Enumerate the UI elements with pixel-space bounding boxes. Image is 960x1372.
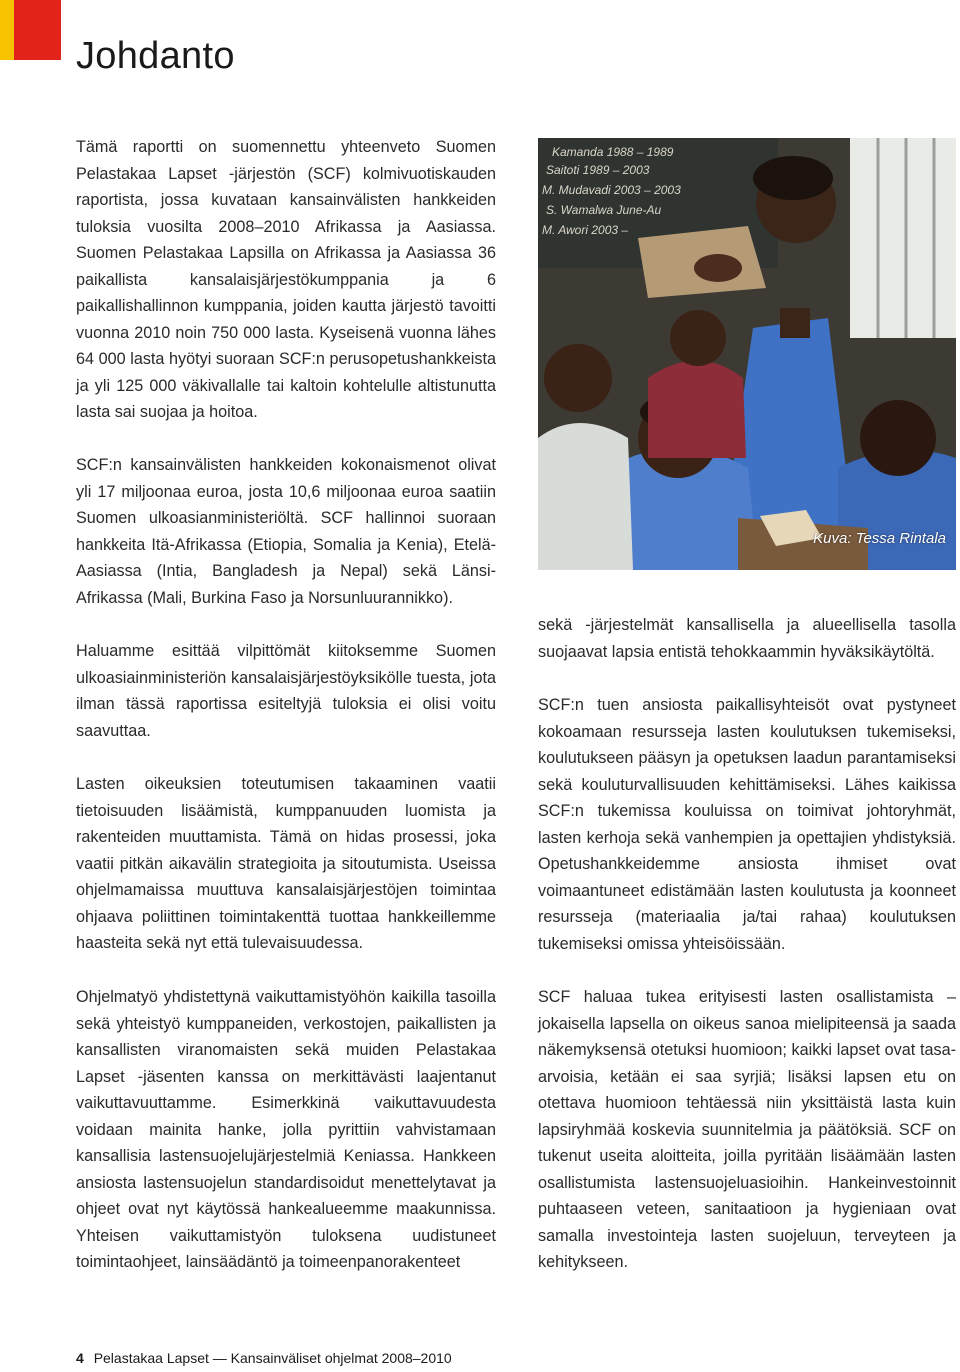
header-red-bar [14, 0, 61, 60]
footer-text: Pelastakaa Lapset — Kansainväliset ohjelmat 2008–2010 [93, 1350, 452, 1366]
paragraph-protection-systems: sekä -järjestelmät kansallisella ja alueellisella tasolla suojaavat lapsia entistä tehokkaammin hyväksikäytöltä. [538, 616, 956, 661]
blackboard-line: S. Wamalwa June-Au [546, 203, 662, 217]
paragraph-expenses: SCF:n kansainvälisten hankkeiden kokonaismenot olivat yli 17 miljoonaa euroa, josta 10,6 miljoonaa euroa saatiin Suomen ulkoasianministeriöltä. SCF hallinnoi suoraan hankkeita Itä-Afrikassa (Etiopia, Somalia ja Kenia), Etelä-Aasiassa (Intia, Bangladesh ja Nepal) sekä Länsi-Afrikassa (Mali, Burkina Faso ja Norsunluurannikko). [76, 456, 496, 607]
blackboard-line: Saitoti 1989 – 2003 [546, 163, 650, 177]
paragraph-thanks: Haluamme esittää vilpittömät kiitoksemme Suomen ulkoasiainministeriön kansalaisjärjestöyksikölle tuesta, jota ilman tässä raportissa esiteltyjä tuloksia ei olisi voitu saavuttaa. [76, 642, 496, 740]
blackboard-line: M. Awori 2003 – [542, 223, 629, 237]
paragraph-participation: SCF haluaa tukea erityisesti lasten osallistamista – jokaisella lapsella on oikeus sanoa mielipiteensä ja saada näkemyksensä otetuksi huomioon; kaikki lapset ovat tasa-arvoisia, ketään ei saa syrjiä; lisäksi lapsen etu on otettava huomioon tehtäessä niin yksittäistä lasta kuin lapsiryhmää koskevia suunnitelmia ja päätöksiä. SCF on tukenut useita aloitteita, joilla pyritään lisäämään lasten osallistumista lastensuojeluasioihin. Hankeinvestoinnit puhtaaseen veteen, sanitaatioon ja hygieniaan ovat samalla investointeja lasten suojeluun, terveyteen ja kehitykseen. [538, 988, 956, 1271]
photo-caption: Kuva: Tessa Rintala [813, 530, 946, 547]
paragraph-advocacy: Ohjelmatyö yhdistettynä vaikuttamistyöhön kaikilla tasoilla sekä yhteistyö kumppaneiden, verkostojen, paikallisten ja kansallisten viranomaisten sekä muiden Pelastakaa Lapset -jäsenten kanssa on merkittävästi laajentanut vaikuttavuuttamme. Esimerkkinä vaikuttavuudesta voidaan mainita hanke, jolla pyrittiin vahvistamaan kansallisia lastensuojelujärjestelmiä Keniassa. Hankkeen ansiosta lastensuojelun standardisoidut menettelytavat ja ohjeet ovat nyt käytössä hankealueemme maakunnissa. Yhteisen vaikuttamistyön tuloksena uudistuneet toimintaohjeet, lainsäädäntö ja toimeenpanorakenteet [76, 988, 496, 1271]
paragraph-communities: SCF:n tuen ansiosta paikallisyhteisöt ovat pystyneet kokoamaan resursseja lasten koulutuksen tukemiseksi, koulutukseen pääsyn ja opetuksen laadun parantamiseksi sekä kouluturvallisuuden kehittämiseksi. Lähes kaikissa SCF:n tukemissa kouluissa on toimivat johtoryhmät, lasten kerhoja sekä vanhempien ja opettajien yhdistyksiä. Opetushankkeidemme ansiosta ihmiset ovat voimaantuneet edistämään lasten koulutusta ja koonneet resursseja (materiaalia ja/tai rahaa) koulutuksen tukemiseksi omissa yhteisöissään. [538, 696, 956, 953]
blackboard-line: Kamanda 1988 – 1989 [552, 145, 674, 159]
paragraph-rights: Lasten oikeuksien toteutumisen takaaminen vaatii tietoisuuden lisäämistä, kumppanuuden luomista ja rakenteiden muuttamista. Tämä on hidas prosessi, joka vaatii pitkän aikavälin strategioita ja sitoutumista. Useissa ohjelmamaissa muuttuva kansalaisjärjestöjen toimintaa ohjaava poliittinen toimintakenttä tuottaa hankkeillemme haasteita sekä nyt että tulevaisuudessa. [76, 775, 496, 952]
page-number: 4 [76, 1350, 84, 1366]
blackboard-line: M. Mudavadi 2003 – 2003 [542, 183, 681, 197]
page-footer [76, 1350, 452, 1366]
paragraph-intro: Tämä raportti on suomennettu yhteenveto Suomen Pelastakaa Lapset -järjestön (SCF) kolmivuotiskauden raportista, jossa kuvataan kansainvälisten hankkeiden tuloksia vuosilta 2008–2010 Afrikassa ja Aasiassa. Suomen Pelastakaa Lapsilla on Afrikassa ja Aasiassa 36 paikallista kansalaisjärjestökumppania ja 6 paikallishallinnon kumppania, joiden kautta järjestö tavoitti vuonna 2010 noin 750 000 lasta. Kyseisenä vuonna lähes 64 000 lasta hyötyi suoraan SCF:n perusopetushankkeista ja yli 125 000 väkivallalle tai kaltoin kohtelulle altistunutta lasta sai suojaa ja hoitoa. [76, 138, 496, 421]
classroom-photo [538, 138, 956, 570]
page-title: Johdanto [76, 35, 235, 78]
header-yellow-bar [0, 0, 14, 60]
